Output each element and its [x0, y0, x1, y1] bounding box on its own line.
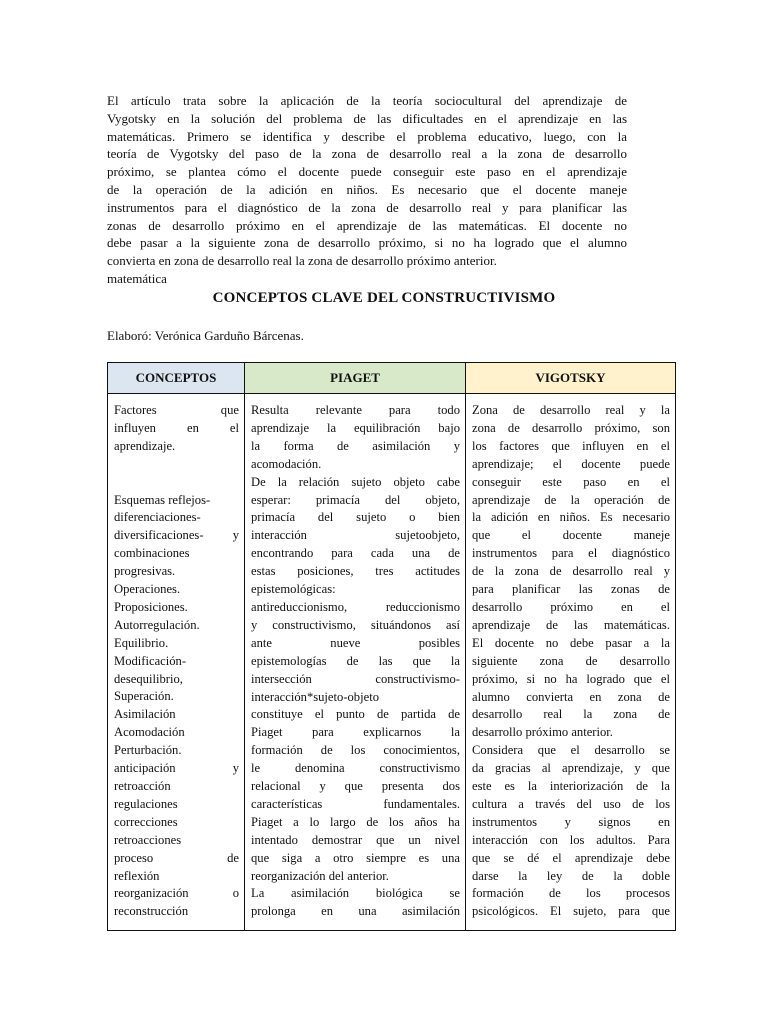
piaget-line: Resulta relevante para todo [251, 403, 460, 417]
piaget-line: prolonga en una asimilación [251, 904, 460, 919]
piaget-line: formación de los conocimientos, [251, 743, 460, 758]
piaget-line: encontrando para cada una de [251, 546, 460, 561]
vigotsky-line: interacción con los adultos. Para [472, 832, 670, 847]
vigotsky-line: alumno convierta en zona de [472, 689, 670, 704]
piaget-line: aprendizaje la equilibración bajo [251, 420, 460, 435]
concepto-line [114, 456, 239, 474]
piaget-line: antireduccionismo, reduccionismo [251, 599, 460, 614]
vigotsky-line: zona de desarrollo próximo, son [472, 420, 670, 435]
concepto-line: anticipación y [114, 761, 239, 776]
vigotsky-line: aprendizaje de la operación de [472, 492, 670, 507]
conceptos-lines [114, 402, 239, 922]
concepto-line: regulaciones [114, 796, 178, 811]
concepto-line: influyen en el [114, 420, 239, 435]
piaget-line: y constructivismo, situándonos así [251, 617, 460, 632]
concepto-line: retroacciones [114, 832, 182, 847]
cell-piaget [245, 394, 466, 931]
vigotsky-line: este es la interiorización de la [472, 779, 670, 794]
concepto-line: Superación. [114, 689, 174, 704]
piaget-line: De la relación sujeto objeto cabe [251, 474, 460, 489]
intro-line: El artículo trata sobre la aplicación de la teoría sociocultural del aprendizaje de [107, 93, 627, 108]
piaget-line: ante nueve posibles [251, 635, 460, 650]
vigotsky-line: que el docente maneje [472, 528, 670, 543]
vigotsky-line: Considera que el desarrollo se [472, 743, 670, 758]
vigotsky-line: aprendizaje de las matemáticas. [472, 617, 670, 632]
author-line: Elaboró: Verónica Garduño Bárcenas. [107, 328, 304, 343]
intro-line: zonas de desarrollo próximo en el aprendizaje de las matemáticas. El docente no [107, 217, 627, 233]
piaget-line: reorganización del anterior. [251, 868, 389, 883]
vigotsky-line: para planificar las zonas de [472, 582, 670, 597]
intro-line: matemáticas. Primero se identifica y describe el problema educativo, luego, con la [107, 128, 627, 144]
concepto-line: reconstrucción [114, 904, 189, 919]
vigotsky-line: formación de los procesos [472, 886, 670, 901]
vigotsky-line: próximo, si no ha logrado que el [472, 671, 670, 686]
vigotsky-line: instrumentos para el diagnóstico [472, 546, 670, 561]
concepto-line: Proposiciones. [114, 599, 188, 614]
concepto-line: Perturbación. [114, 743, 182, 758]
vigotsky-line: psicológicos. El sujeto, para que [472, 904, 670, 919]
concepto-line: aprendizaje. [114, 438, 176, 453]
vigotsky-line: da gracias al aprendizaje, y que [472, 761, 670, 776]
vigotsky-line: desarrollo próximo en el [472, 599, 670, 614]
piaget-line: intentado demostrar que un nivel [251, 832, 460, 847]
piaget-line: le denomina constructivismo [251, 761, 460, 776]
concepto-line: reflexión [114, 868, 160, 883]
header-conceptos: CONCEPTOS [108, 363, 245, 394]
concepto-line: desequilibrio, [114, 671, 183, 686]
intro-line: convierta en zona de desarrollo real la zona de desarrollo próximo anterior. [107, 253, 497, 269]
vigotsky-line: que se dé el aprendizaje debe [472, 850, 670, 865]
vigotsky-line: siguiente zona de desarrollo [472, 653, 670, 668]
concepto-line: Asimilación [114, 707, 176, 722]
intro-line: Vygotsky en la solución del problema de las dificultades en el aprendizaje en las [107, 110, 627, 126]
piaget-line: interacción*sujeto-objeto [251, 689, 379, 704]
intro-line: próximo, se plantea cómo el docente puede conseguir este paso en el aprendizaje [107, 164, 627, 180]
vigotsky-line: El docente no debe pasar a la [472, 635, 670, 650]
piaget-line: intersección constructivismo- [251, 671, 460, 686]
piaget-line: estas posiciones, tres actitudes [251, 564, 460, 579]
header-piaget: PIAGET [245, 363, 466, 394]
concepto-line: Autorregulación. [114, 617, 200, 632]
concepto-line: diversificaciones- y [114, 528, 239, 543]
intro-lines [107, 92, 627, 288]
piaget-line: constituye el punto de partida de [251, 707, 460, 722]
concepts-table [107, 362, 676, 931]
piaget-line: relacional y que presenta dos [251, 779, 460, 794]
intro-paragraph [107, 92, 627, 288]
piaget-line: acomodación. [251, 456, 322, 471]
vigotsky-line: desarrollo próximo anterior. [472, 725, 613, 740]
concepto-line [114, 474, 239, 492]
intro-line: debe pasar a la siguiente zona de desarrollo próximo, si no ha logrado que el alumno [107, 235, 627, 251]
piaget-line: características fundamentales. [251, 796, 460, 811]
concepto-line: combinaciones [114, 546, 190, 561]
header-vigotsky: VIGOTSKY [466, 363, 676, 394]
piaget-line: esperar: primacía del objeto, [251, 492, 460, 507]
cell-conceptos [108, 394, 245, 931]
concepto-line: Equilibrio. [114, 635, 169, 650]
table-row [108, 394, 676, 931]
concepto-line: Esquemas reflejos- [114, 492, 211, 507]
concepto-line: proceso de [114, 850, 239, 865]
vigotsky-line: instrumentos y signos en [472, 814, 670, 829]
vigotsky-line: la adición en niños. Es necesario [472, 510, 670, 525]
document-title: CONCEPTOS CLAVE DEL CONSTRUCTIVISMO [212, 290, 556, 306]
concepto-line: Factores que [114, 403, 239, 417]
concepto-line: progresivas. [114, 564, 176, 579]
concepto-line: correcciones [114, 814, 178, 829]
table-header-row [108, 363, 676, 394]
piaget-line: que siga a otro siempre es una [251, 850, 460, 865]
concepto-line: Acomodación [114, 725, 185, 740]
vigotsky-lines [472, 402, 670, 922]
vigotsky-line: darse la ley de la doble [472, 868, 670, 883]
vigotsky-line: aprendizaje; el docente puede [472, 456, 670, 471]
piaget-line: Piaget a lo largo de los años ha [251, 814, 460, 829]
cell-vigotsky [466, 394, 676, 931]
piaget-line: epistemológicas: [251, 582, 336, 597]
piaget-line: epistemologías de las que la [251, 653, 460, 668]
concepto-line: Modificación- [114, 653, 187, 668]
intro-line: matemática [107, 270, 167, 286]
vigotsky-line: conseguir este paso en el [472, 474, 670, 489]
piaget-line: interacción sujetoobjeto, [251, 528, 460, 543]
concepto-line: diferenciaciones- [114, 510, 201, 525]
concepto-line: reorganización o [114, 886, 239, 901]
vigotsky-line: desarrollo real la zona de [472, 707, 670, 722]
piaget-line: primacía del sujeto o bien [251, 510, 460, 525]
intro-line: instrumentos para el diagnóstico de la zona de desarrollo real y para planificar las [107, 199, 627, 215]
piaget-lines [251, 402, 460, 922]
piaget-line: la forma de asimilación y [251, 438, 460, 453]
intro-line: teoría de Vygotsky del paso de la zona de desarrollo real a la zona de desarrollo [107, 146, 627, 162]
vigotsky-line: los factores que influyen en el [472, 438, 670, 453]
vigotsky-line: Zona de desarrollo real y la [472, 403, 670, 417]
concepto-line: Operaciones. [114, 582, 181, 597]
vigotsky-line: de la zona de desarrollo real y [472, 564, 670, 579]
vigotsky-line: cultura a través del uso de los [472, 796, 670, 811]
piaget-line: Piaget para explicarnos la [251, 725, 460, 740]
intro-line: de la operación de la adición en niños. Es necesario que el docente maneje [107, 181, 627, 197]
piaget-line: La asimilación biológica se [251, 886, 460, 901]
concepto-line: retroacción [114, 779, 171, 793]
